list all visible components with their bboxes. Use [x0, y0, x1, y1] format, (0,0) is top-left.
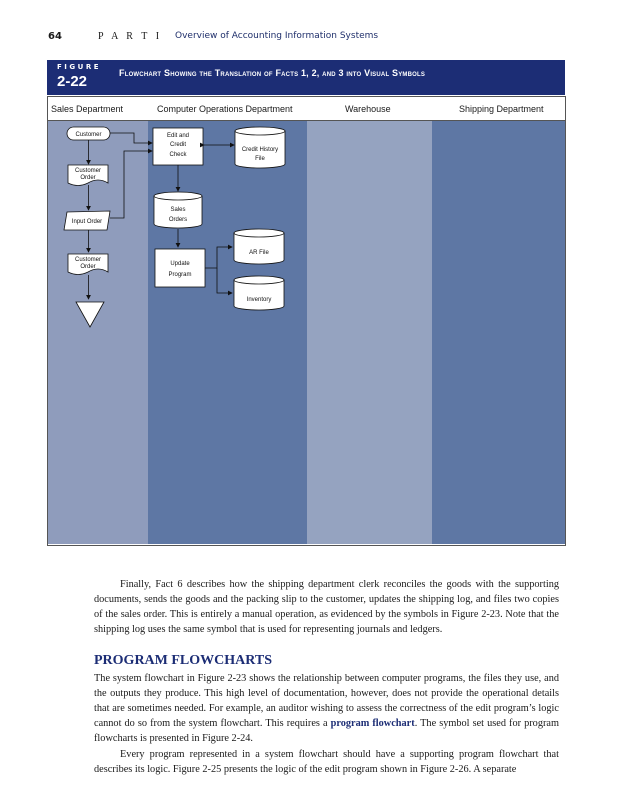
- paragraph-system-flowchart: [94, 671, 559, 746]
- customer-order2-line2: Order: [80, 264, 96, 270]
- offline-file-triangle: [76, 302, 104, 327]
- input-order-shape: [64, 211, 110, 230]
- customer-order-document-2: [68, 254, 108, 275]
- para2-text-before: The system flowchart in Figure 2-23 shows the relationship between computer programs, the files they use, and the outputs they produce. This high level of documentation, however, does not provide the operational details that are sometimes needed. For example, an auditor wishing to assess the correctness of the edit program’s logic cannot do so from the system flowchart. This requires a: [94, 673, 559, 729]
- inventory-file-label: Inventory: [246, 297, 272, 303]
- credit-history-line1: Credit History: [241, 147, 279, 153]
- edit-credit-check-process: [153, 128, 203, 165]
- inventory-file: [234, 276, 284, 310]
- ar-file-label: AR File: [249, 250, 269, 256]
- part-label: P A R T I: [98, 31, 163, 42]
- input-order-label: Input Order: [71, 219, 103, 225]
- edit-credit-line1: Edit and: [166, 133, 190, 139]
- paragraph-program-logic: Every program represented in a system flowchart should have a supporting program flowchart that describes its logic. Figure 2-25 presents the logic of the edit program shown in Figure 2-26. A separate: [94, 749, 559, 775]
- customer-order-line2: Order: [80, 175, 96, 181]
- credit-history-file: [235, 127, 285, 168]
- ar-file: [234, 229, 284, 264]
- customer-order-document: [68, 165, 108, 186]
- figure-number: 2-22: [57, 73, 88, 90]
- sales-orders-line2: Orders: [168, 217, 188, 223]
- section-heading: PROGRAM FLOWCHARTS: [94, 653, 273, 668]
- customer-terminal-label: Customer: [75, 132, 102, 138]
- para2-text-after: . The symbol set used for program flowcharts is presented in Figure 2-24.: [94, 718, 559, 744]
- edit-credit-line3: Check: [169, 152, 187, 158]
- sales-orders-line1: Sales: [170, 207, 186, 213]
- figure-label: FIGURE: [57, 63, 101, 71]
- dept-warehouse: Warehouse: [345, 104, 391, 114]
- customer-order2-line1: Customer: [74, 257, 102, 263]
- page-number: 64: [48, 31, 62, 42]
- dept-shipping: Shipping Department: [459, 104, 544, 114]
- dept-sales: Sales Department: [51, 104, 124, 114]
- update-program-process: [155, 249, 205, 287]
- credit-history-line2: File: [255, 156, 265, 162]
- page-header: [48, 31, 608, 45]
- flowchart-diagram: [47, 121, 565, 544]
- customer-order-line1: Customer: [74, 168, 102, 174]
- paragraph-fact-6: Finally, Fact 6 describes how the shipping department clerk reconciles the goods with the supporting documents, sends the goods and the packing slip to the customer, updates the shipping log, and files two copies of the sales order. This is entirely a manual operation, as evidenced by the symbols in Figure 2-23. Note that the shipping log uses the same symbol that is used for representing journals and ledgers.: [94, 579, 559, 635]
- update-program-line1: Update: [170, 261, 190, 267]
- dept-computer-ops: Computer Operations Department: [157, 104, 293, 114]
- running-title: Overview of Accounting Information Systems: [175, 31, 379, 41]
- figure-banner: [47, 60, 565, 95]
- update-program-line2: Program: [168, 272, 192, 278]
- sales-orders-file: [154, 192, 202, 228]
- figure-title: Flowchart Showing the Translation of Facts 1, 2, and 3 into Visual Symbols: [119, 68, 426, 78]
- customer-terminal: [67, 127, 110, 140]
- program-flowchart-keyword: program flowchart: [330, 718, 415, 729]
- edit-credit-line2: Credit: [169, 142, 187, 148]
